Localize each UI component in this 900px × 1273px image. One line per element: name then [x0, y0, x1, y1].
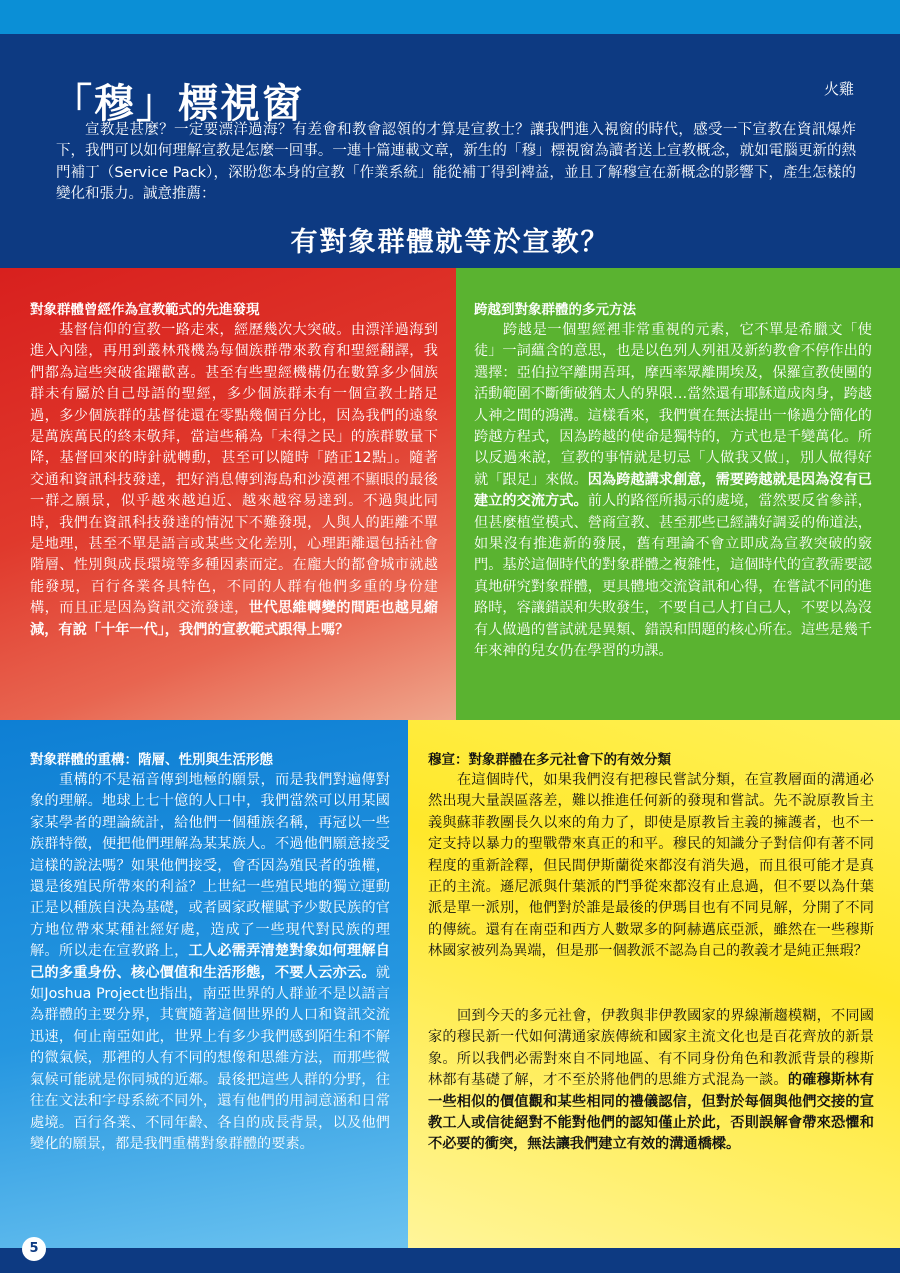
section-2-bold: 因為跨越講求創意，需要跨越就是因為沒有已建立的交流方式。 [474, 471, 872, 510]
section-1-bold: 世代思維轉變的間距也越見縮減，有說「十年一代」，我們的宣教範式跟得上嗎？ [30, 600, 438, 638]
section-3-text: 重構的不是福音傳到地極的願景，而是我們對遍傳對象的理解。地球上七十億的人口中，我們當然可以用某國家某學者的理論統計，給他們一個種族名稱，再冠以一些族群特徵，便把他們理解為某某族人。不過他們願意接受這樣的說法嗎？如果他們接受，會否因為殖民者的強權，還是後殖民所帶來的利益？上世紀一些殖民地的獨立運動正是以種族自決為基礎，或者國家政權賦予少數民族的官方地位帶來某種社經好處，造成了一些現代對民族的理解。所以走在宣教路上， [30, 772, 390, 960]
footer-bar [0, 1248, 900, 1273]
section-3-tail: 就如Joshua Project也指出，南亞世界的人群並不是以語言為群體的主要分界，其實隨著這個世界的人口和資訊交流迅速，何止南亞如此，世界上有多少我們感到陌生和不解的微氣候，那裡的人有不同的想像和思維方法，而那些微氣候可能就是你同城的近鄰。最後把這些人群的分野，往往在文法和字母系統不同外，還有他們的用詞意涵和日常處境。百行各業、不同年齡、各自的成長背景，以及他們變化的願景，都是我們重構對象群體的要素。 [30, 964, 390, 1152]
section-4-body-2 [428, 1006, 874, 1156]
section-3-bold: 工人必需弄清楚對象如何理解自己的多重身份、核心價值和生活形態，不要人云亦云。 [30, 943, 390, 981]
page-number: 5 [22, 1237, 46, 1261]
section-1-text: 基督信仰的宣教一路走來，經歷幾次大突破。由漂洋過海到進入內陸，再用到叢林飛機為每個族群帶來教育和聖經翻譯，我們都為這些突破雀躍歡喜。甚至有些聖經機構仍在數算多少個族群未有屬於自己母語的聖經，多少個族群未有一個宣教士踏足過，多少個族群的基督徒還在零點幾個百分比，因為我們的遠象是萬族萬民的終末敬拜，當這些稱為「未得之民」的族群數量下降，基督回來的時針就轉動，甚至可以隨時「踏正12點」。隨著交通和資訊科技發達，把好消息傳到海島和沙漠裡不顯眼的最後一群之願景，似乎越來越迫近、越來越容易達到。不過與此同時，我們在資訊科技發達的情況下不難發現，人與人的距離不單是地理，甚至不單是語言或某些文化差別，心理距離還包括社會階層、性別與成長環境等多種因素而定。在龐大的都會城市就越能發現，百行各業各具特色，不同的人群有他們多重的身份建構，而且正是因為資訊交流發達， [30, 322, 438, 617]
section-yellow [408, 720, 900, 1248]
article-headline: 有對象群體就等於宣教？ [290, 227, 610, 258]
top-color-band [0, 0, 900, 34]
section-1-body [30, 320, 438, 641]
section-2-body [474, 320, 872, 663]
author-name: 火雞 [824, 80, 855, 98]
section-3-title: 對象群體的重構：階層、性別與生活形態 [30, 752, 273, 768]
section-4-text-2: 回到今天的多元社會，伊教與非伊教國家的界線漸趨模糊，不同國家的穆民新一代如何溝通家族傳統和國家主流文化也是百花齊放的新景象。所以我們必需對來自不同地區、有不同身份角色和教派背景的穆斯林都有基礎了解，才不至於將他們的思維方式混為一談。 [428, 1008, 874, 1089]
section-1-title: 對象群體曾經作為宣教範式的先進發現 [30, 302, 260, 318]
section-red [0, 268, 456, 720]
page-title: 「穆」標視窗 [52, 81, 304, 127]
section-2-title: 跨越到對象群體的多元方法 [474, 302, 636, 318]
section-green [456, 268, 900, 720]
section-3-body [30, 770, 390, 1155]
section-blue [0, 720, 408, 1248]
section-4-bold: 的確穆斯林有一些相似的價值觀和某些相同的禮儀認信，但對於每個與他們交接的宣教工人或信徒絕對不能對他們的認知僅止於此，否則誤解會帶來恐懼和不必要的衝突，無法讓我們建立有效的溝通橋樑。 [428, 1072, 874, 1153]
header-panel [0, 34, 900, 268]
section-4-body: 在這個時代，如果我們沒有把穆民嘗試分類，在宣教層面的溝通必然出現大量誤區落差，難以推進任何新的發現和嘗試。先不說原教旨主義與蘇菲教團長久以來的角力了，即使是原教旨主義的擁護者，也不一定支持以暴力的聖戰帶來真正的和平。穆民的知識分子對信仰有著不同程度的重新詮釋，但民間伊斯蘭從來都沒有消失過，而且很可能才是真正的主流。遜尼派與什葉派的鬥爭從來都沒有止息過，但不要以為什葉派是單一派別，他們對於誰是最後的伊瑪目也有不同見解，分開了不同的傳統。還有在南亞和西方人數眾多的阿赫邁底亞派，雖然在一些穆斯林國家被列為異端，但是那一個教派不認為自己的教義才是純正無瑕？ [428, 772, 874, 960]
section-2-text: 跨越是一個聖經裡非常重視的元素，它不單是希臘文「使徒」一詞蘊含的意思，也是以色列人列祖及新約教會不停作出的選擇：亞伯拉罕離開吾珥，摩西率眾離開埃及，保羅宣教使團的活動範圍不斷衝破猶太人的界限…當然還有耶穌道成肉身，跨越人神之間的鴻溝。這樣看來，我們實在無法提出一條過分簡化的跨越方程式，因為跨越的使命是獨特的，方式也是千變萬化。所以反過來說，宣教的事情就是切忌「人做我又做」，別人做得好就「跟足」來做。 [474, 322, 872, 488]
section-2-tail: 前人的路徑所揭示的處境，當然要反省參詳，但甚麼植堂模式、營商宣教、甚至那些已經講好調妥的佈道法，如果沒有推進新的發展，舊有理論不會立即成為宣教突破的竅門。基於這個時代的對象群體之複雜性，這個時代的宣教需要認真地研究對象群體，更具體地交流資訊和心得，在嘗試不同的進路時，容讓錯誤和失敗發生，不要自己人打自己人，不要以為沒有人做過的嘗試就是異類、錯誤和問題的核心所在。這些是幾千年來神的兒女仍在學習的功課。 [474, 493, 872, 660]
section-4-title: 穆宣：對象群體在多元社會下的有效分類 [428, 752, 671, 768]
intro-paragraph: 宣教是甚麼？一定要漂洋過海？有差會和教會認領的才算是宣教士？讓我們進入視窗的時代，感受一下宣教在資訊爆炸下，我們可以如何理解宣教是怎麼一回事。一連十篇連載文章，新生的「穆」標視窗為讀者送上宣教概念，就如電腦更新的熱門補丁（Service Pack），深盼您本身的宣教「作業系統」能從補丁得到裨益，並且了解穆宣在新概念的影響下，產生怎樣的變化和張力。誠意推薦： [56, 122, 856, 202]
